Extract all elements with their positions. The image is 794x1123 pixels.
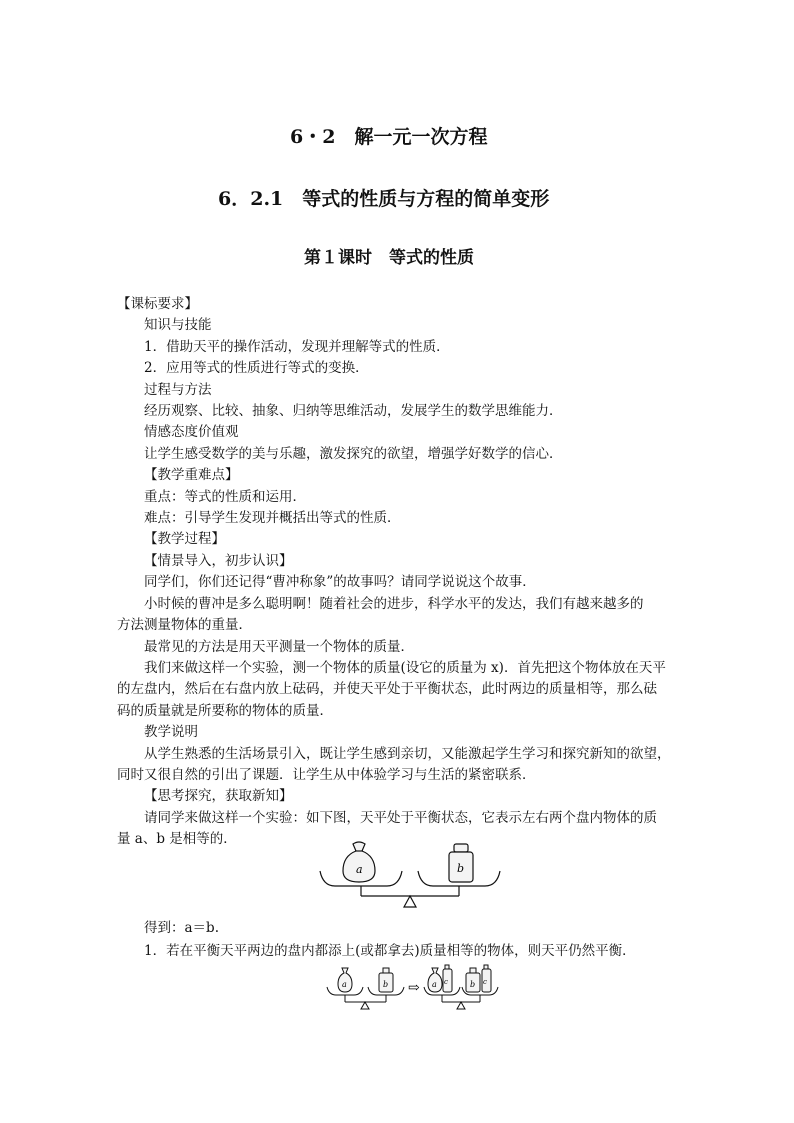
paragraph-2-line-2: 方法测量物体的重量． <box>117 617 252 634</box>
paragraph-4-line-3: 码的质量就是所要称的物体的质量． <box>117 702 333 719</box>
explore-header: 【思考探究，获取新知】 <box>144 788 293 805</box>
process-header: 【教学过程】 <box>144 531 225 548</box>
small-weight-with-extra-icon <box>466 965 491 992</box>
bag-label: a <box>356 863 363 876</box>
knowledge-skills-item-1: 1．借助天平的操作活动，发现并理解等式的性质． <box>144 338 450 355</box>
subsection-title: 6．2.1 等式的性质与方程的简单变形 <box>218 188 550 210</box>
process-methods-heading: 过程与方法 <box>144 381 212 398</box>
small-extra-label-left: c <box>444 978 448 986</box>
key-point: 重点：等式的性质和运用． <box>144 488 306 505</box>
bag-icon <box>343 842 375 882</box>
teaching-note-heading: 教学说明 <box>144 724 198 741</box>
paragraph-6-line-2: 量 a、b 是相等的． <box>117 831 237 848</box>
paragraph-4-line-2: 的左盘内，然后在右盘内放上砝码，并使天平处于平衡状态，此时两边的质量相等，那么砝 <box>117 681 657 698</box>
weight-icon <box>449 844 473 882</box>
paragraph-5-line-1: 从学生熟悉的生活场景引入，既让学生感到亲切，又能激起学生学习和探究新知的欲望， <box>144 745 671 762</box>
paragraph-2-line-1: 小时候的曹冲是多么聪明啊！随着社会的进步，科学水平的发达，我们有越来越多的 <box>144 595 644 612</box>
attitude-values-heading: 情感态度价值观 <box>144 424 239 441</box>
weight-label: b <box>457 862 465 875</box>
lesson-title: 第１课时 等式的性质 <box>304 248 474 268</box>
paragraph-1: 同学们，你们还记得“曹冲称象”的故事吗？请同学说说这个故事． <box>144 574 536 591</box>
small-bag-icon <box>338 968 352 992</box>
key-difficult-header: 【教学重难点】 <box>144 467 239 484</box>
small-weight-icon <box>379 968 393 992</box>
difficult-point: 难点：引导学生发现并概括出等式的性质． <box>144 510 401 527</box>
attitude-values-text: 让学生感受数学的美与乐趣，激发探究的欲望，增强学好数学的信心． <box>144 445 563 462</box>
paragraph-4-line-1: 我们来做这样一个实验，测一个物体的质量(设它的质量为 x)．首先把这个物体放在天平 <box>144 659 666 676</box>
paragraph-6-line-1: 请同学来做这样一个实验：如下图，天平处于平衡状态，它表示左右两个盘内物体的质 <box>144 809 657 826</box>
document-body <box>117 294 687 851</box>
balance-transform-figure <box>324 962 500 1018</box>
small-bag-with-extra-icon <box>428 965 452 992</box>
small-bag-label-2: a <box>432 980 437 989</box>
small-extra-label-right: c <box>483 978 487 986</box>
result-text: 得到：a＝b. <box>144 920 219 936</box>
small-bag-label: a <box>342 980 347 989</box>
property-1-text: 1．若在平衡天平两边的盘内都添上(或都拿去)质量相等的物体，则天平仍然平衡． <box>144 943 636 959</box>
paragraph-5-line-2: 同时又很自然的引出了课题．让学生从中体验学习与生活的紧密联系． <box>117 766 536 783</box>
section-title: 6・2 解一元一次方程 <box>290 126 488 148</box>
process-methods-text: 经历观察、比较、抽象、归纳等思维活动，发展学生的数学思维能力． <box>144 403 563 420</box>
arrow-icon: ⇨ <box>408 980 420 996</box>
small-weight-label: b <box>383 980 389 989</box>
knowledge-skills-heading: 知识与技能 <box>144 317 212 334</box>
balance-figure <box>315 836 505 912</box>
knowledge-skills-item-2: 2．应用等式的性质进行等式的变换． <box>144 360 369 377</box>
curriculum-header: 【课标要求】 <box>117 296 198 312</box>
paragraph-3: 最常见的方法是用天平测量一个物体的质量． <box>144 638 414 655</box>
small-weight-label-2: b <box>470 980 476 989</box>
scenario-header: 【情景导入，初步认识】 <box>144 552 293 569</box>
